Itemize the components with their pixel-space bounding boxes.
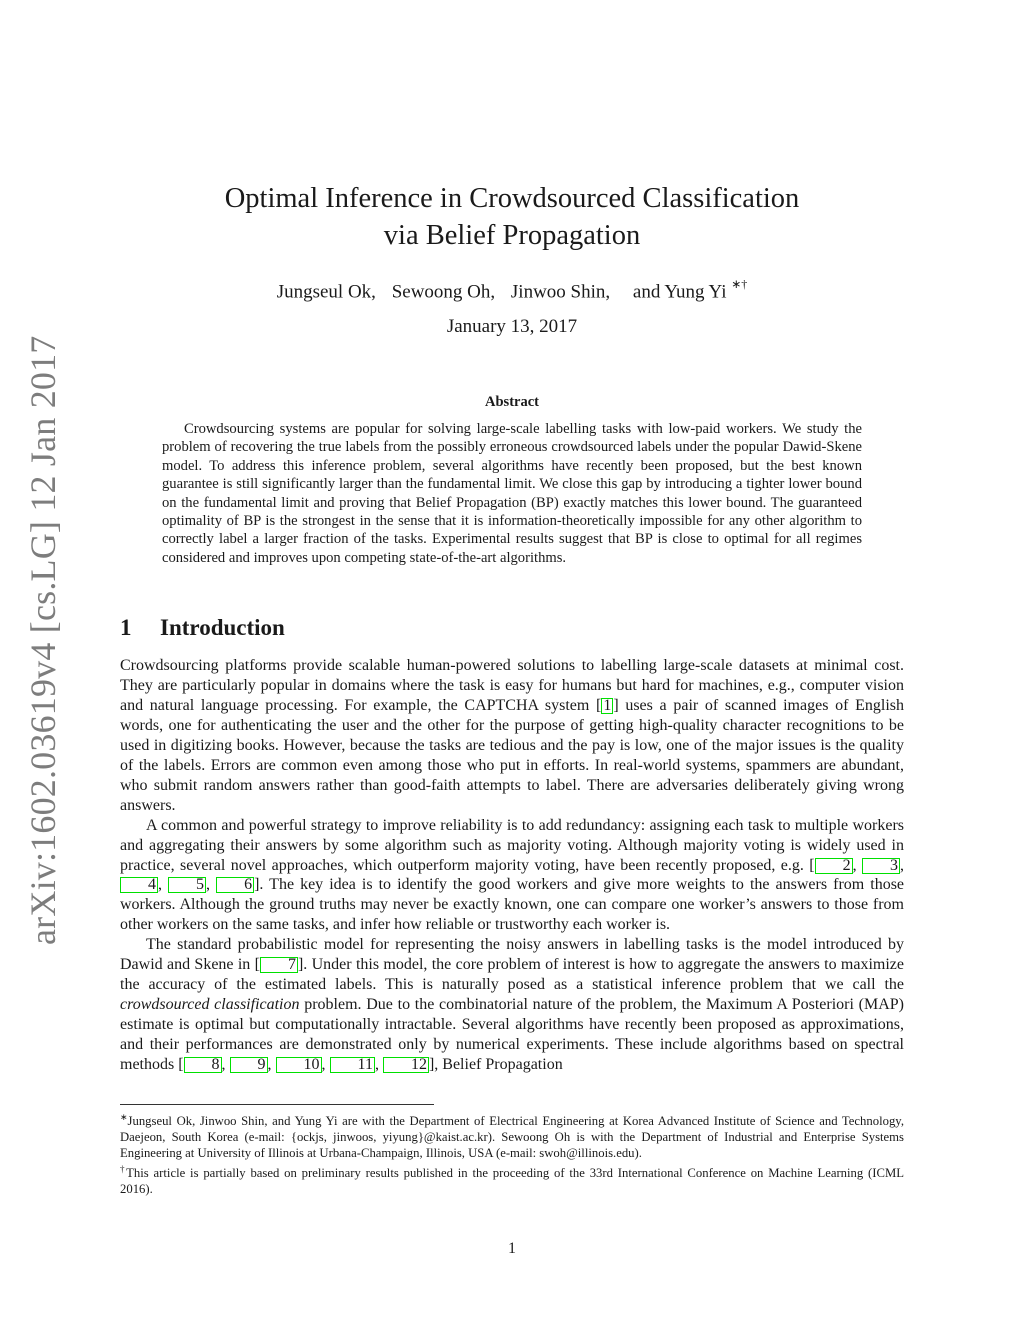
title-line-1: Optimal Inference in Crowdsourced Classification: [224, 183, 800, 214]
citation-link[interactable]: 3: [862, 858, 900, 874]
author-4: and Yung Yi: [632, 281, 727, 303]
author-3: Jinwoo Shin,: [510, 281, 611, 303]
title-line-2: via Belief Propagation: [383, 220, 641, 251]
footnotes: [120, 1109, 904, 1197]
paragraph-text: The standard probabilistic model for representing the noisy answers in labelling tasks is the model introduced by Dawid and Skene in [: [120, 936, 904, 974]
footnote-1: [120, 1109, 904, 1161]
section-number: 1: [120, 615, 132, 640]
paragraph-text: ]. The key idea is to identify the good workers and give more weights to the answers from those workers. Although the ground truths may never be exactly known, one can compare one worker’s answers to those from other workers on the same tasks, and infer how reliable or trustworthy each worker is.: [120, 876, 905, 934]
footnote-mark: †: [120, 1164, 127, 1175]
citation-link[interactable]: 2: [815, 858, 853, 874]
page-number: 1: [508, 1240, 516, 1257]
paragraph-3: The standard probabilistic model for representing the noisy answers in labelling tasks is the model introduced by Dawid and Skene in [ 7 ]. Under this model, the core problem of interest is how to aggregate the answers to maximize the accuracy of the estimated labels. This is naturally posed as a statistical inference problem that we call the crowdsourced classification problem. Due to the combinatorial nature of the problem, the Maximum A Posteriori (MAP) estimate is optimal but computationally intractable. Several algorithms have recently been proposed as approximations, and their performances are demonstrated only by numerical experiments. These include algorithms based on spectral methods [ 8 , 9 , 10 , 11 , 12 ], Belief Propagation: [120, 936, 905, 1074]
body-text: [120, 656, 904, 1075]
citation-link[interactable]: 8: [184, 1057, 222, 1073]
emphasized-term: crowdsourced classification: [120, 996, 300, 1014]
paper-date: January 13, 2017: [446, 316, 578, 337]
section-title: Introduction: [160, 615, 285, 640]
paragraph-text: ]. Under this model, the core problem of interest is how to aggregate the answers to maximize the accuracy of the estimated labels. This is naturally posed as a statistical inference problem that we call the: [120, 956, 904, 994]
paper-title: [120, 180, 904, 254]
citation-link[interactable]: 4: [120, 877, 158, 893]
author-list: [120, 273, 904, 305]
citation-link[interactable]: 5: [168, 877, 206, 893]
citation-link[interactable]: 9: [230, 1057, 268, 1073]
paragraph-text: A common and powerful strategy to improve reliability is to add redundancy: assigning each task to multiple workers and aggregating their answers by some algorithm such as majority voting. Although majority voting is widely used in practice, several novel approaches, which outperform majority voting, have been recently proposed, e.g. [: [120, 816, 904, 874]
paragraph-text: uses a pair of scanned images of English words, one for authenticating the user and the other for the purpose of getting high-quality character recognitions to be used in digitizing books. However, because the tasks are tedious and the pay is low, one of the major issues is the quality of the labels. Errors are common even among those who put in efforts. In real-world systems, spammers are abundant, who submit random answers rather than good-faith attempts to label. There are adversaries deliberately giving wrong answers.: [120, 696, 904, 814]
section-heading: [120, 612, 285, 644]
citation-link[interactable]: 11: [330, 1057, 375, 1073]
abstract-heading: Abstract: [485, 394, 539, 410]
paragraph-1: Crowdsourcing platforms provide scalable human-powered solutions to labelling large-scale datasets at minimal cost. They are particularly popular in domains where the task is easy for humans but hard for machines, e.g., computer vision and natural language processing. For example, the CAPTCHA system [ 1 ] uses a pair of scanned images of English words, one for authenticating the user and the other for the purpose of getting high-quality character recognitions to be used in digitizing books. However, because the tasks are tedious and the pay is low, one of the major issues is the quality of the labels. Errors are common even among those who put in efforts. In real-world systems, spammers are abundant, who submit random answers rather than good-faith attempts to label. There are adversaries deliberately giving wrong answers.: [120, 657, 904, 814]
citation-link[interactable]: 12: [383, 1057, 429, 1073]
footnote-mark: ∗: [120, 1112, 128, 1122]
citation-link[interactable]: 10: [276, 1057, 322, 1073]
paragraph-text: problem. Due to the combinatorial nature of the problem, the Maximum A Posteriori (MAP) estimate is optimal but computationally intractable. Several algorithms have recently been proposed as approximations, and their performances are demonstrated only by numerical experiments. These include algorithms based on spectral methods [: [120, 996, 905, 1074]
author-footnote-marks[interactable]: ∗†: [731, 277, 748, 291]
footnote-2: [120, 1161, 904, 1197]
paragraph-text: ], Belief Propagation: [428, 1056, 563, 1074]
author-2: Sewoong Oh,: [391, 281, 496, 303]
abstract-text: Crowdsourcing systems are popular for solving large-scale labelling tasks with low-paid workers. We study the problem of recovering the true labels from the possibly erroneous crowdsourced labels under the popular Dawid-Skene model. To address this inference problem, several algorithms have recently been proposed, but the best known guarantee is still significantly larger than the fundamental limit. We close this gap by introducing a tighter lower bound on the fundamental limit and proving that Belief Propagation (BP) exactly matches this lower bound. The guaranteed optimality of BP is the strongest in the sense that it is information-theoretically impossible for any other algorithm to correctly label a larger fraction of the tasks. Experimental results suggest that BP is close to optimal for all regimes considered and improves upon competing state-of-the-art algorithms.: [162, 421, 862, 566]
footnote-divider: [120, 1104, 434, 1105]
paragraph-text: Crowdsourcing platforms provide scalable human-powered solutions to labelling large-scale datasets at minimal cost. They are particularly popular in domains where the task is easy for humans but hard for machines, e.g., computer vision and natural language processing. For example, the CAPTCHA system: [120, 657, 904, 714]
author-1: Jungseul Ok,: [276, 281, 376, 303]
arxiv-identifier[interactable]: arXiv:1602.03619v4 [cs.LG] 12 Jan 2017: [23, 335, 63, 945]
citation-link[interactable]: 7: [260, 957, 298, 973]
citation-link[interactable]: 6: [216, 877, 254, 893]
paragraph-2: A common and powerful strategy to improve reliability is to add redundancy: assigning each task to multiple workers and aggregating their answers by some algorithm such as majority voting. Although majority voting is widely used in practice, several novel approaches, which outperform majority voting, have been recently proposed, e.g. [ 2 , 3 , 4 , 5 , 6 ]. The key idea is to identify the good workers and give more weights to the answers from those workers. Although the ground truths may never be exactly known, one can compare one worker’s answers to those from other workers on the same tasks, and infer how reliable or trustworthy each worker is.: [120, 816, 905, 934]
footnote-text: This article is partially based on preliminary results published in the proceeding of the 33rd International Conference on Machine Learning (ICML 2016).: [120, 1166, 905, 1197]
footnote-text: Jungseul Ok, Jinwoo Shin, and Yung Yi are with the Department of Electrical Engineering at Korea Advanced Institute of Science and Technology, Daejeon, South Korea (e-mail: {ockjs, jinwoos, yiyung}@kaist.ac.kr). Sewoong Oh is with the Department of Industrial and Enterprise Systems Engineering at University of Illinois at Urbana-Champaign, Illinois, USA (e-mail: swoh@illinois.edu).: [120, 1114, 904, 1161]
citation-link[interactable]: 1: [603, 696, 612, 714]
